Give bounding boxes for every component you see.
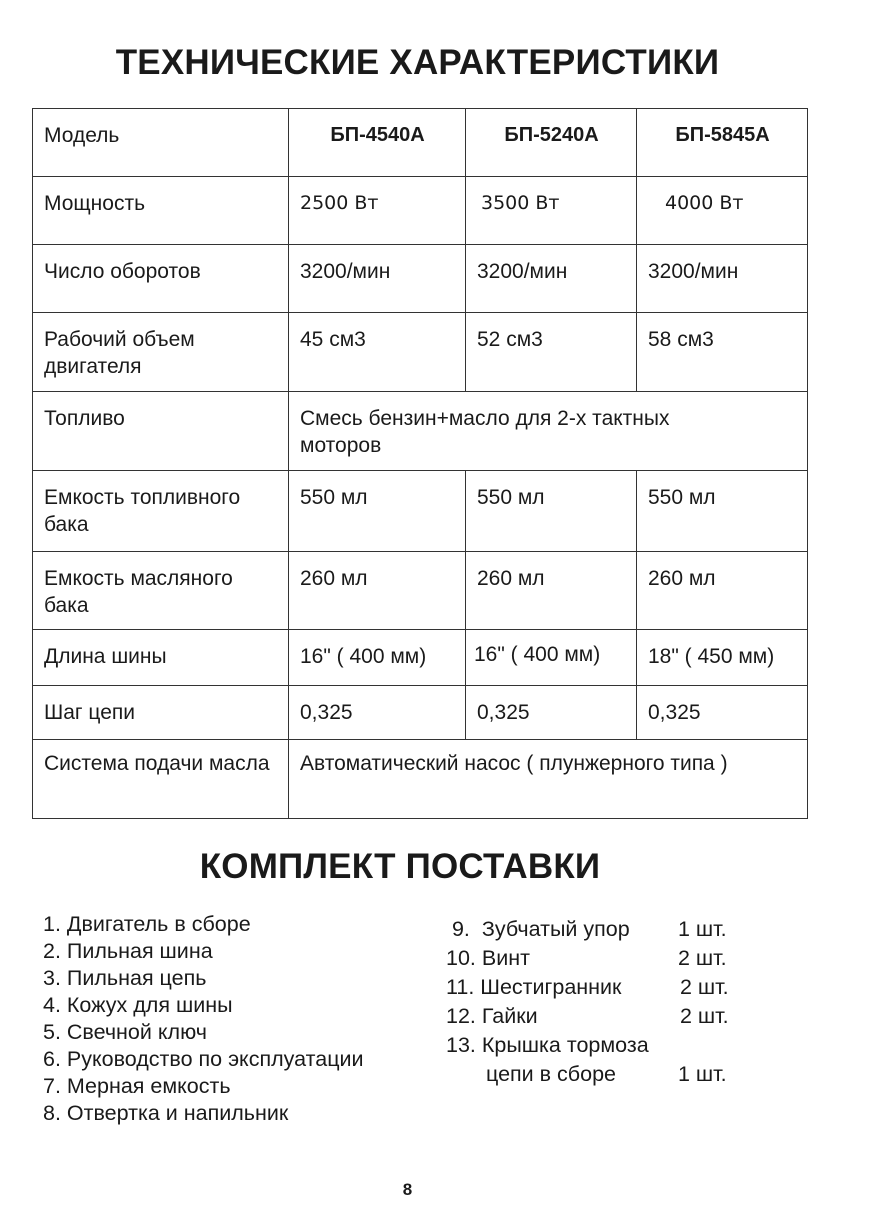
list-item: 8. Отвертка и напильник bbox=[43, 1101, 289, 1125]
row-label: Топливо bbox=[33, 392, 289, 471]
value-cell: 2500 Вт bbox=[289, 177, 466, 245]
table-row bbox=[33, 245, 808, 313]
list-item bbox=[446, 915, 746, 944]
item-qty: 1 шт. bbox=[678, 917, 727, 941]
item-label: 11. Шестигранник bbox=[446, 975, 622, 999]
value-cell: 3500 Вт bbox=[466, 177, 637, 245]
item-label: 10. Винт bbox=[446, 946, 530, 970]
list-item: 1. Двигатель в сборе bbox=[43, 912, 251, 936]
value-cell: 550 мл bbox=[637, 471, 808, 552]
item-label: цепи в сборе bbox=[486, 1062, 616, 1086]
table-row bbox=[33, 686, 808, 740]
value-cell: 52 см3 bbox=[466, 313, 637, 392]
value-cell: 18" ( 450 мм) bbox=[637, 630, 808, 686]
table-row bbox=[33, 109, 808, 177]
row-label: Рабочий объем двигателя bbox=[33, 313, 289, 392]
kit-list-left bbox=[43, 911, 364, 1127]
item-qty: 1 шт. bbox=[678, 1062, 727, 1086]
row-label: Число оборотов bbox=[33, 245, 289, 313]
specs-title: ТЕХНИЧЕСКИЕ ХАРАКТЕРИСТИКИ bbox=[115, 43, 720, 82]
page-number: 8 bbox=[402, 1180, 413, 1199]
value-cell: 45 см3 bbox=[289, 313, 466, 392]
item-label: 12. Гайки bbox=[446, 1004, 538, 1028]
list-item bbox=[446, 973, 746, 1002]
table-row bbox=[33, 630, 808, 686]
item-label: 13. Крышка тормоза bbox=[446, 1033, 649, 1057]
row-label: Длина шины bbox=[33, 630, 289, 686]
value-cell: 550 мл bbox=[466, 471, 637, 552]
value-cell: 16" ( 400 мм) bbox=[289, 630, 466, 686]
value-cell: 4000 Вт bbox=[637, 177, 808, 245]
row-label: Мощность bbox=[33, 177, 289, 245]
item-qty: 2 шт. bbox=[680, 975, 729, 999]
value-cell: 0,325 bbox=[289, 686, 466, 740]
table-row bbox=[33, 392, 808, 471]
row-label: Емкость топливного бака bbox=[33, 471, 289, 552]
model-cell: БП-5845А bbox=[637, 109, 808, 177]
list-item: 5. Свечной ключ bbox=[43, 1020, 207, 1044]
row-label: Емкость масляного бака bbox=[33, 552, 289, 630]
model-cell: БП-5240А bbox=[466, 109, 637, 177]
list-item: 4. Кожух для шины bbox=[43, 993, 233, 1017]
kit-list-right bbox=[446, 915, 746, 1089]
item-label: 9. Зубчатый упор bbox=[446, 917, 630, 941]
list-item: 7. Мерная емкость bbox=[43, 1074, 231, 1098]
list-item: 3. Пильная цепь bbox=[43, 966, 207, 990]
value-cell: 550 мл bbox=[289, 471, 466, 552]
item-qty: 2 шт. bbox=[678, 946, 727, 970]
list-item: 2. Пильная шина bbox=[43, 939, 213, 963]
specs-table bbox=[32, 108, 808, 819]
item-qty: 2 шт. bbox=[680, 1004, 729, 1028]
list-item bbox=[446, 944, 746, 973]
table-row bbox=[33, 740, 808, 819]
list-item bbox=[446, 1060, 746, 1089]
row-label: Шаг цепи bbox=[33, 686, 289, 740]
value-cell: 3200/мин bbox=[289, 245, 466, 313]
row-label: Модель bbox=[33, 109, 289, 177]
value-cell: 58 см3 bbox=[637, 313, 808, 392]
table-row bbox=[33, 552, 808, 630]
kit-title: КОМПЛЕКТ ПОСТАВКИ bbox=[199, 847, 601, 886]
list-item bbox=[446, 1031, 746, 1060]
table-row bbox=[33, 471, 808, 552]
value-cell-merged: Автоматический насос ( плунжерного типа ) bbox=[289, 740, 808, 819]
value-cell: 0,325 bbox=[637, 686, 808, 740]
value-cell: 16" ( 400 мм) bbox=[466, 630, 637, 686]
value-cell: 260 мл bbox=[289, 552, 466, 630]
list-item: 6. Руководство по эксплуатации bbox=[43, 1047, 364, 1071]
value-cell: 3200/мин bbox=[466, 245, 637, 313]
value-cell: 3200/мин bbox=[637, 245, 808, 313]
model-cell: БП-4540А bbox=[289, 109, 466, 177]
list-item bbox=[446, 1002, 746, 1031]
value-cell: 0,325 bbox=[466, 686, 637, 740]
table-row bbox=[33, 177, 808, 245]
value-cell-merged: Смесь бензин+масло для 2-х тактных моторов bbox=[289, 392, 808, 471]
table-row bbox=[33, 313, 808, 392]
value-cell: 260 мл bbox=[466, 552, 637, 630]
row-label: Система подачи масла bbox=[33, 740, 289, 819]
value-cell: 260 мл bbox=[637, 552, 808, 630]
